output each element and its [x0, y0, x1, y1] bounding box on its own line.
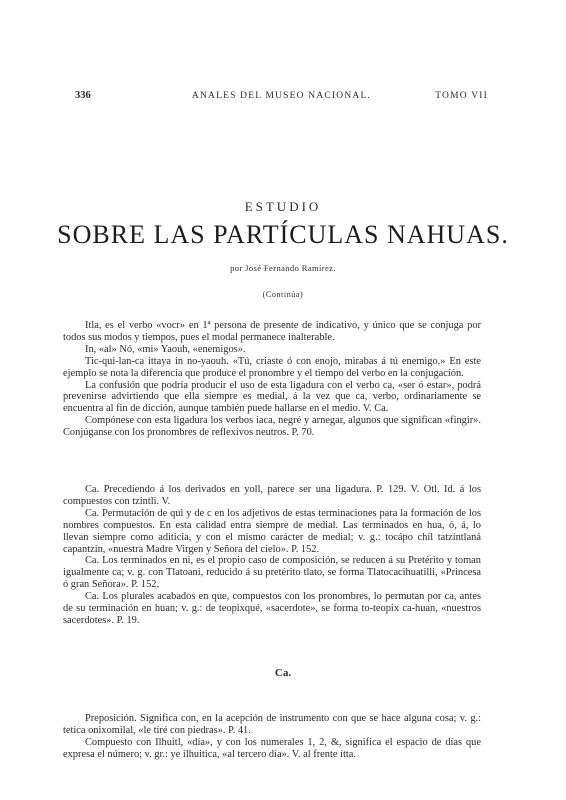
paragraph: Compuesto con Ilhuitl, «día», y con los numerales 1, 2, &, significa el espacio de días que expresa el número; v. gr.: ye ilhuitica, «al tercero día». V. al frente ítta. — [63, 736, 481, 760]
paragraph: Compónese con esta ligadura los verbos iaca, negré y arnegar, algunos que significan «fingir». Conjúganse con los pronombres de reflexivos neutros. P. 70. — [63, 415, 481, 439]
paragraph: Ca. Permutación de qui y de c en los adjetivos de estas terminaciones para la formación de los nombres compuestos. En esta calidad entra siempre de medial. Las terminados en hua, ó, á, lo llevan siempre como aditicia, y con el mismo carácter de medial; v. g.: tocápo chíl tatzintlaná capantzin, «nuestra Madre Virgen y Señora del cielo». P. 152. — [63, 507, 481, 555]
article-title: SOBRE LAS PARTÍCULAS NAHUAS. — [57, 220, 509, 249]
paragraph: La confusión que podría producir el uso de esta ligadura con el verbo ca, «ser ó estar», podrá prevenirse advirtiendo que ella siempre es medial, á la vez que ca, verbo, ordinariamente se encuentra al fin de dicción, aunque también puede hallarse en el medio. V. Ca. — [63, 379, 481, 415]
paragraph: Itla, es el verbo «vocr» en 1ª persona de presente de indicativo, y único que se conjuga por todos sus modos y tiempos, pues el modal permanece inalterable. — [63, 320, 481, 343]
paragraph: In, «al» Nó, «mi» Yaouh, «enemigos». — [85, 343, 246, 355]
paragraph: Ca. Los terminados en ni, es el propio caso de composición, se reducen á su Pretérito y toman igualmente ca; v. g. con Tlatoani, reducido á su pretérito tlato, se forma Tlatocacihuatilli, «Princesa ó gran Señora». P. 152. — [63, 555, 481, 591]
article-kicker: ESTUDIO — [244, 199, 322, 214]
paragraph: Tic-qui-lan-ca ittaya in no-yaouh. «Tú, criaste ó con enojo, mirabas á tú enemigo.» En este ejemplo se nota la diferencia que produce el pronombre y el tiempo del verbo en la conjugación. — [63, 355, 481, 379]
volume-label: TOMO VII — [435, 91, 488, 101]
body-block-3 — [63, 713, 481, 761]
section-heading: Ca. — [274, 667, 292, 679]
running-header — [75, 90, 488, 104]
running-title: ANALES DEL MUSEO NACIONAL. — [191, 91, 372, 101]
body-block-2 — [63, 484, 481, 627]
body-block-1 — [63, 320, 481, 439]
article-byline: por José Fernando Ramírez. — [230, 263, 336, 273]
paragraph: Ca. Precediendo á los derivados en yoll, parece ser una ligadura. P. 129. V. Otl. Id. á los compuestos con tzintli. V. — [63, 484, 481, 507]
continuation-note: (Continúa) — [262, 290, 304, 299]
page-number: 336 — [75, 90, 91, 101]
paragraph: Preposición. Significa con, en la acepción de instrumento con que se hace alguna cosa; v. g.: tetica onixomilal, «le tiré con piedras». P. 41. — [63, 713, 481, 736]
paragraph: Ca. Los plurales acabados en que, compuestos con los pronombres, lo permutan por ca, antes de su terminación en huan; v. g.: de teopixqué, «sacerdote», se forma to-teopix ca-huan, «nuestros sacerdotes». P. 19. — [63, 591, 481, 626]
